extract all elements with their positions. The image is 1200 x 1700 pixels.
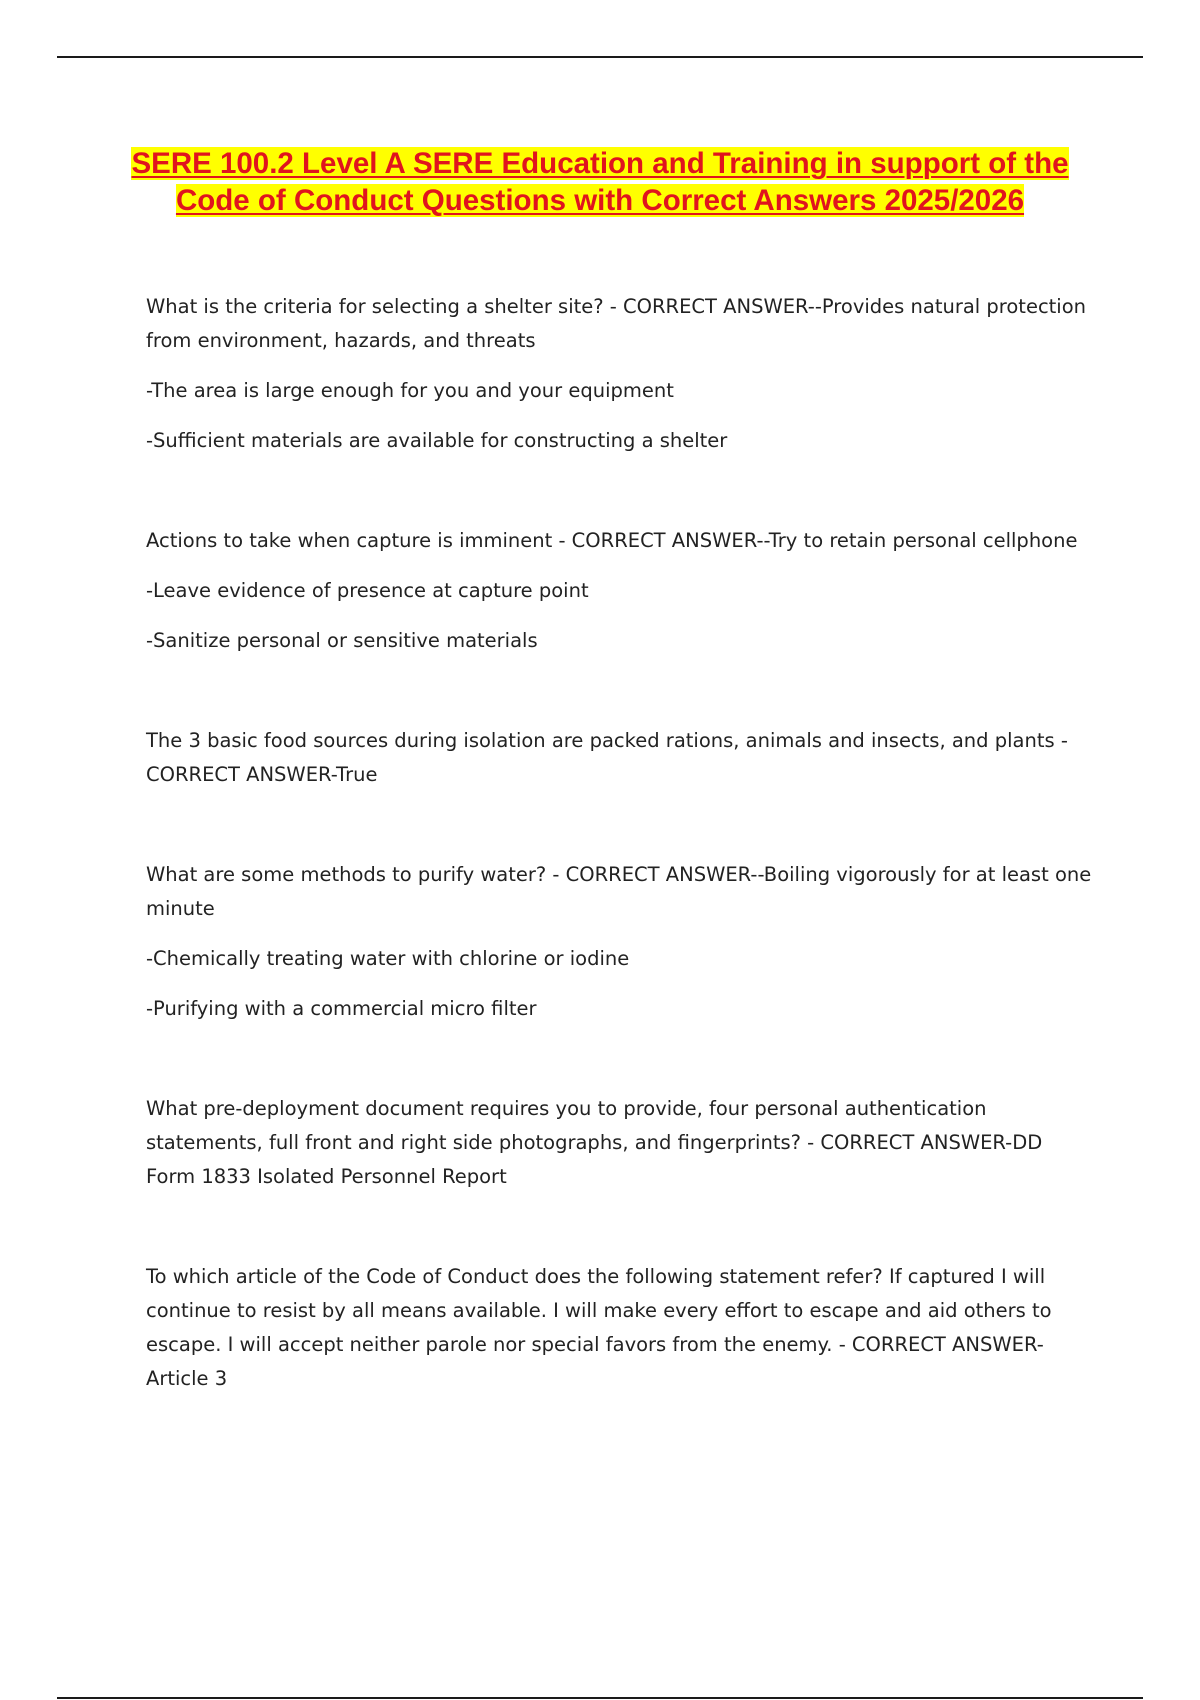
- qa-question: Actions to take when capture is imminent - CORRECT ANSWER--Try to retain personal cellphone: [146, 529, 1078, 552]
- qa-item-food-sources: [146, 724, 1096, 792]
- qa-answer-line: -Chemically treating water with chlorine or iodine: [146, 947, 630, 970]
- bottom-rule: [57, 1697, 1143, 1699]
- qa-item-purify-water: [146, 858, 1096, 1026]
- qa-item-code-of-conduct-article: [146, 1260, 1096, 1396]
- qa-question: To which article of the Code of Conduct does the following statement refer? If captured I will continue to resist by all means available. I will make every effort to escape and aid others to escape. I will accept neither parole nor special favors from the enemy. - CORRECT ANSWER-Article 3: [146, 1265, 1052, 1390]
- qa-answer-line: -Sufficient materials are available for constructing a shelter: [146, 429, 728, 452]
- qa-answer-line: -Purifying with a commercial micro filter: [146, 997, 537, 1020]
- qa-question: What are some methods to purify water? - CORRECT ANSWER--Boiling vigorously for at least one minute: [146, 863, 1092, 920]
- document-title-text: SERE 100.2 Level A SERE Education and Training in support of the Code of Conduct Questions with Correct Answers 2025/2026: [131, 147, 1069, 217]
- document-title: [120, 146, 1080, 219]
- qa-question: What pre-deployment document requires you to provide, four personal authentication statements, full front and right side photographs, and fingerprints? - CORRECT ANSWER-DD Form 1833 Isolated Personnel Report: [146, 1097, 1043, 1188]
- top-rule: [57, 56, 1143, 58]
- qa-item-shelter-site: [146, 290, 1096, 458]
- qa-answer-line: -The area is large enough for you and your equipment: [146, 379, 674, 402]
- qa-question: What is the criteria for selecting a shelter site? - CORRECT ANSWER--Provides natural protection from environment, hazards, and threats: [146, 295, 1087, 352]
- qa-item-capture-imminent: [146, 524, 1096, 658]
- qa-answer-line: -Sanitize personal or sensitive materials: [146, 629, 538, 652]
- qa-item-pre-deployment-document: [146, 1092, 1096, 1194]
- qa-question: The 3 basic food sources during isolation are packed rations, animals and insects, and plants - CORRECT ANSWER-True: [146, 729, 1068, 786]
- qa-list: [146, 290, 1096, 1396]
- qa-answer-line: -Leave evidence of presence at capture point: [146, 579, 589, 602]
